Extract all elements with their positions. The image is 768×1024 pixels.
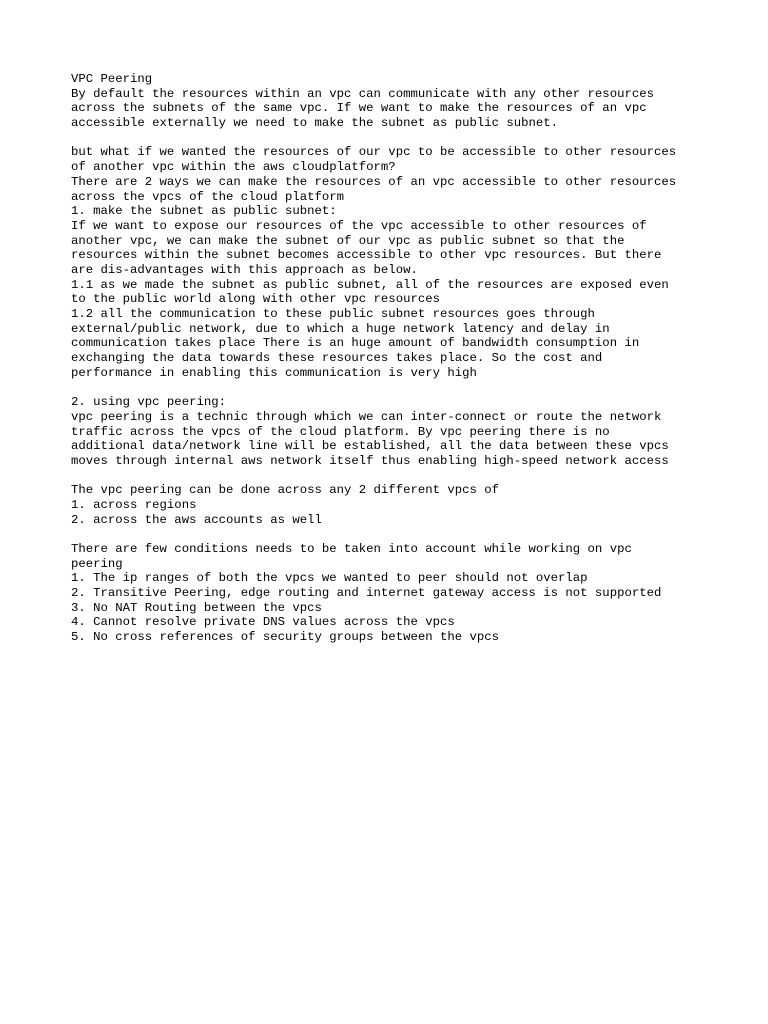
question-line: If we want to expose our resources of the vpc accessible to other resources of	[71, 218, 647, 233]
question-line: to the public world along with other vpc resources	[71, 292, 440, 307]
question-line: communication takes place There is an huge amount of bandwidth consumption in	[71, 336, 640, 351]
question-line: external/public network, due to which a huge network latency and delay in	[71, 321, 610, 336]
scope-line: 1. across regions	[71, 497, 197, 512]
conditions-line: 4. Cannot resolve private DNS values across the vpcs	[71, 615, 455, 630]
paragraph-spacer	[71, 131, 711, 146]
peering-line: 2. using vpc peering:	[71, 395, 226, 410]
paragraph-spacer	[71, 469, 711, 484]
peering-line: additional data/network line will be established, all the data between these vpcs	[71, 439, 669, 454]
intro-line: across the subnets of the same vpc. If we want to make the resources of an vpc	[71, 101, 647, 116]
question-line: 1.2 all the communication to these public subnet resources goes through	[71, 307, 595, 321]
peering-line: moves through internal aws network itself thus enabling high-speed network access	[71, 453, 669, 468]
question-line: another vpc, we can make the subnet of our vpc as public subnet so that the	[71, 233, 625, 248]
intro-line: By default the resources within an vpc can communicate with any other resources	[71, 86, 654, 101]
peering-line: traffic across the vpcs of the cloud platform. By vpc peering there is no	[71, 424, 610, 439]
question-line: resources within the subnet becomes accessible to other vpc resources. But there	[71, 248, 662, 263]
intro-line: accessible externally we need to make the subnet as public subnet.	[71, 116, 559, 131]
conditions-line: There are few conditions needs to be taken into account while working on vpc	[71, 542, 632, 556]
question-line: There are 2 ways we can make the resources of an vpc accessible to other resources	[71, 174, 677, 189]
conditions-line: peering	[71, 556, 123, 571]
conditions-line: 2. Transitive Peering, edge routing and internet gateway access is not supported	[71, 586, 662, 601]
question-line: are dis-advantages with this approach as below.	[71, 262, 418, 277]
question-line: 1. make the subnet as public subnet:	[71, 204, 337, 219]
scope-line: The vpc peering can be done across any 2 different vpcs of	[71, 483, 500, 498]
question-line: but what if we wanted the resources of our vpc to be accessible to other resources	[71, 145, 677, 160]
document-title: VPC Peering	[71, 72, 153, 86]
question-line: performance in enabling this communication is very high	[71, 365, 477, 380]
question-line: across the vpcs of the cloud platform	[71, 189, 345, 204]
paragraph-spacer	[71, 527, 711, 542]
question-line: exchanging the data towards these resources takes place. So the cost and	[71, 351, 603, 366]
conditions-line: 3. No NAT Routing between the vpcs	[71, 600, 322, 615]
conditions-line: 1. The ip ranges of both the vpcs we wanted to peer should not overlap	[71, 571, 588, 586]
question-line: 1.1 as we made the subnet as public subnet, all of the resources are exposed even	[71, 277, 669, 292]
paragraph-spacer	[71, 380, 711, 395]
question-line: of another vpc within the aws cloudplatform?	[71, 160, 396, 175]
conditions-line: 5. No cross references of security groups between the vpcs	[71, 630, 500, 645]
scope-line: 2. across the aws accounts as well	[71, 512, 322, 527]
document-page	[71, 72, 711, 645]
peering-line: vpc peering is a technic through which we can inter-connect or route the network	[71, 409, 662, 424]
